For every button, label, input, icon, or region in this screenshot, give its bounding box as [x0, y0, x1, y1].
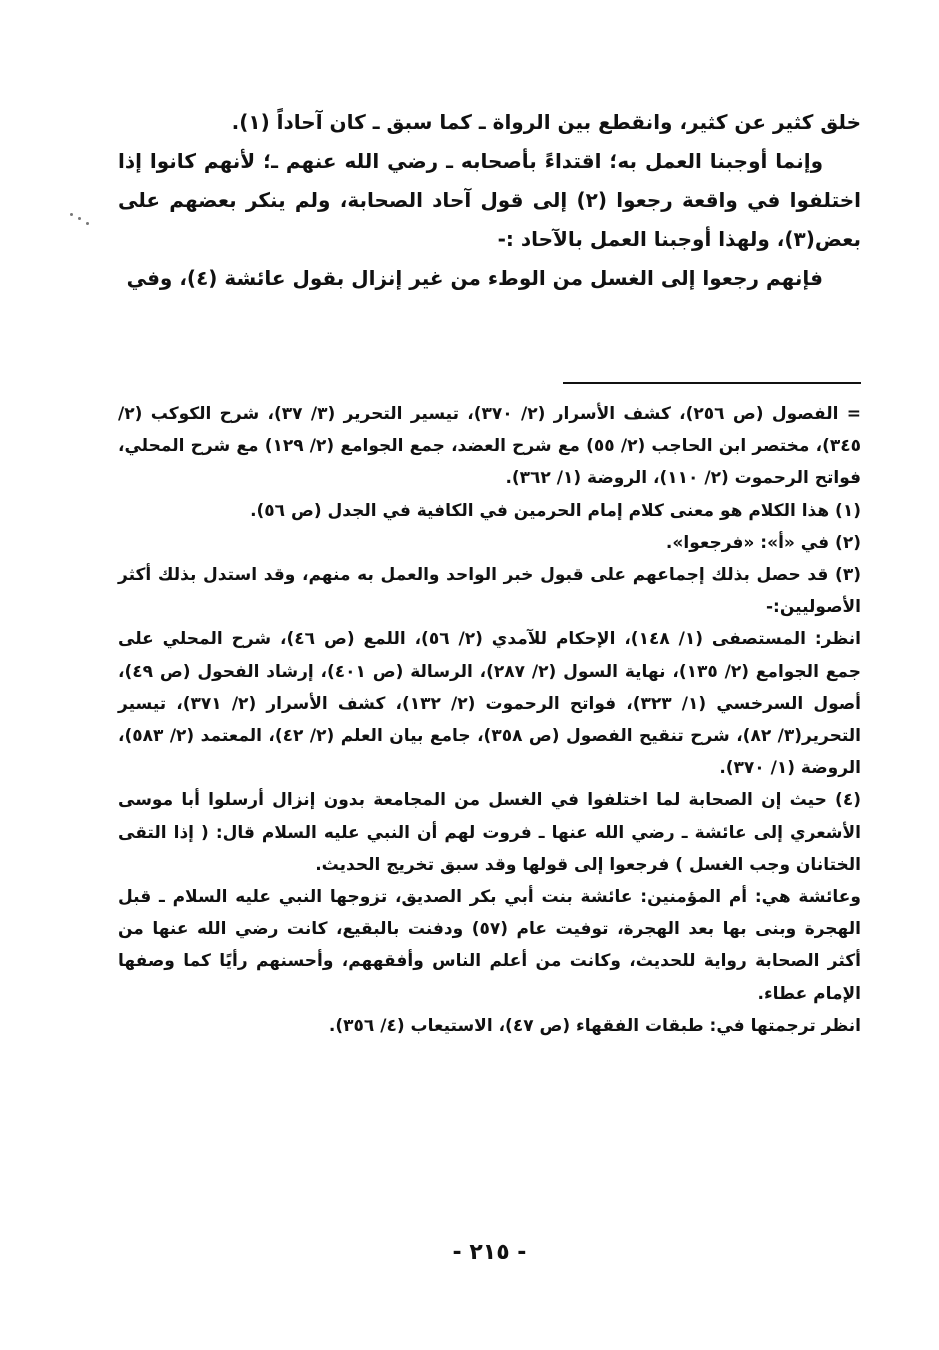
body-paragraph-2: وإنما أوجبنا العمل به؛ اقتداءً بأصحابه ـ رضي الله عنهم ـ؛ لأنهم كانوا إذا اختلفوا في واقعة رجعوا (٢) إلى قول آحاد الصحابة، ولم ينكر بعضهم على بعض(٣)، ولهذا أوجبنا العمل بالآحاد :-: [118, 149, 862, 251]
footnotes: [118, 398, 861, 1042]
body-paragraph-3: فإنهم رجعوا إلى الغسل من الوطء من غير إنزال بقول عائشة (٤)، وفي: [126, 266, 823, 290]
footnote-3-references: انظر: المستصفى (١/ ١٤٨)، الإحكام للآمدي (٢/ ٥٦)، اللمع (ص ٤٦)، شرح المحلي على جمع الجوامع (٢/ ١٣٥)، نهاية السول (٢/ ٢٨٧)، الرسالة (ص ٤٠١)، إرشاد الفحول (ص ٤٩)، أصول السرخسي (١/ ٣٢٣)، فواتح الرحموت (٢/ ١٣٢)، كشف الأسرار (٢/ ٣٧١)، تيسير التحرير(٣/ ٨٢)، شرح تنقيح الفصول (ص ٣٥٨)، جامع بيان العلم (٢/ ٤٢)، المعتمد (٢/ ٥٨٣)، الروضة (١/ ٣٧٠).: [118, 629, 862, 779]
footnote-2: (٢) في «أ»: «فرجعوا».: [665, 532, 861, 553]
footnote-3-text: (٣) قد حصل بذلك إجماعهم على قبول خبر الواحد والعمل به منهم، وقد استدل بذلك أكثر الأصوليين:-: [118, 565, 861, 618]
footnote-4-references: انظر ترجمتها في: طبقات الفقهاء (ص ٤٧)، الاستيعاب (٤/ ٣٥٦).: [328, 1015, 861, 1036]
footnote-4-biography: وعائشة هي: أم المؤمنين: عائشة بنت أبي بكر الصديق، تزوجها النبي عليه السلام ـ قبل الهجرة وبنى بها بعد الهجرة، توفيت عام (٥٧) ودفنت بالبقيع، كانت رضي الله عنها من أكثر الصحابة رواية للحديث، وكانت من أعلم الناس وأفقههم، وأحسنهم رأيًا كما وصفها الإمام عطاء.: [118, 887, 861, 1004]
scan-speck: [78, 217, 81, 220]
footnote-continuation: = الفصول (ص ٢٥٦)، كشف الأسرار (٢/ ٣٧٠)، تيسير التحرير (٣/ ٣٧)، شرح الكوكب (٢/ ٣٤٥)، مختصر ابن الحاجب (٢/ ٥٥) مع شرح العضد، جمع الجوامع (٢/ ١٢٩) مع شرح المحلي، فواتح الرحموت (٢/ ١١٠)، الروضة (١/ ٣٦٢).: [118, 404, 861, 489]
scan-speck: [86, 222, 89, 225]
footnote-4-text: (٤) حيث إن الصحابة لما اختلفوا في الغسل من المجامعة بدون إنزال أرسلوا أبا موسى الأشعري إلى عائشة ـ رضي الله عنها ـ فروت لهم أن النبي عليه السلام قال: ( إذا التقى الختانان وجب الغسل ) فرجعوا إلى قولها وقد سبق تخريج الحديث.: [118, 790, 861, 875]
footnote-divider: [563, 382, 861, 384]
footnote-1: (١) هذا الكلام هو معنى كلام إمام الحرمين في الكافية في الجدل (ص ٥٦).: [250, 500, 861, 521]
scan-speck: [70, 213, 73, 216]
document-page: [118, 0, 861, 1350]
body-paragraph-1: خلق كثير عن كثير، وانقطع بين الرواة ـ كما سبق ـ كان آحاداً (١).: [231, 110, 861, 134]
body-text: [118, 103, 861, 298]
page-number: - ٢١٥ -: [452, 1240, 527, 1265]
